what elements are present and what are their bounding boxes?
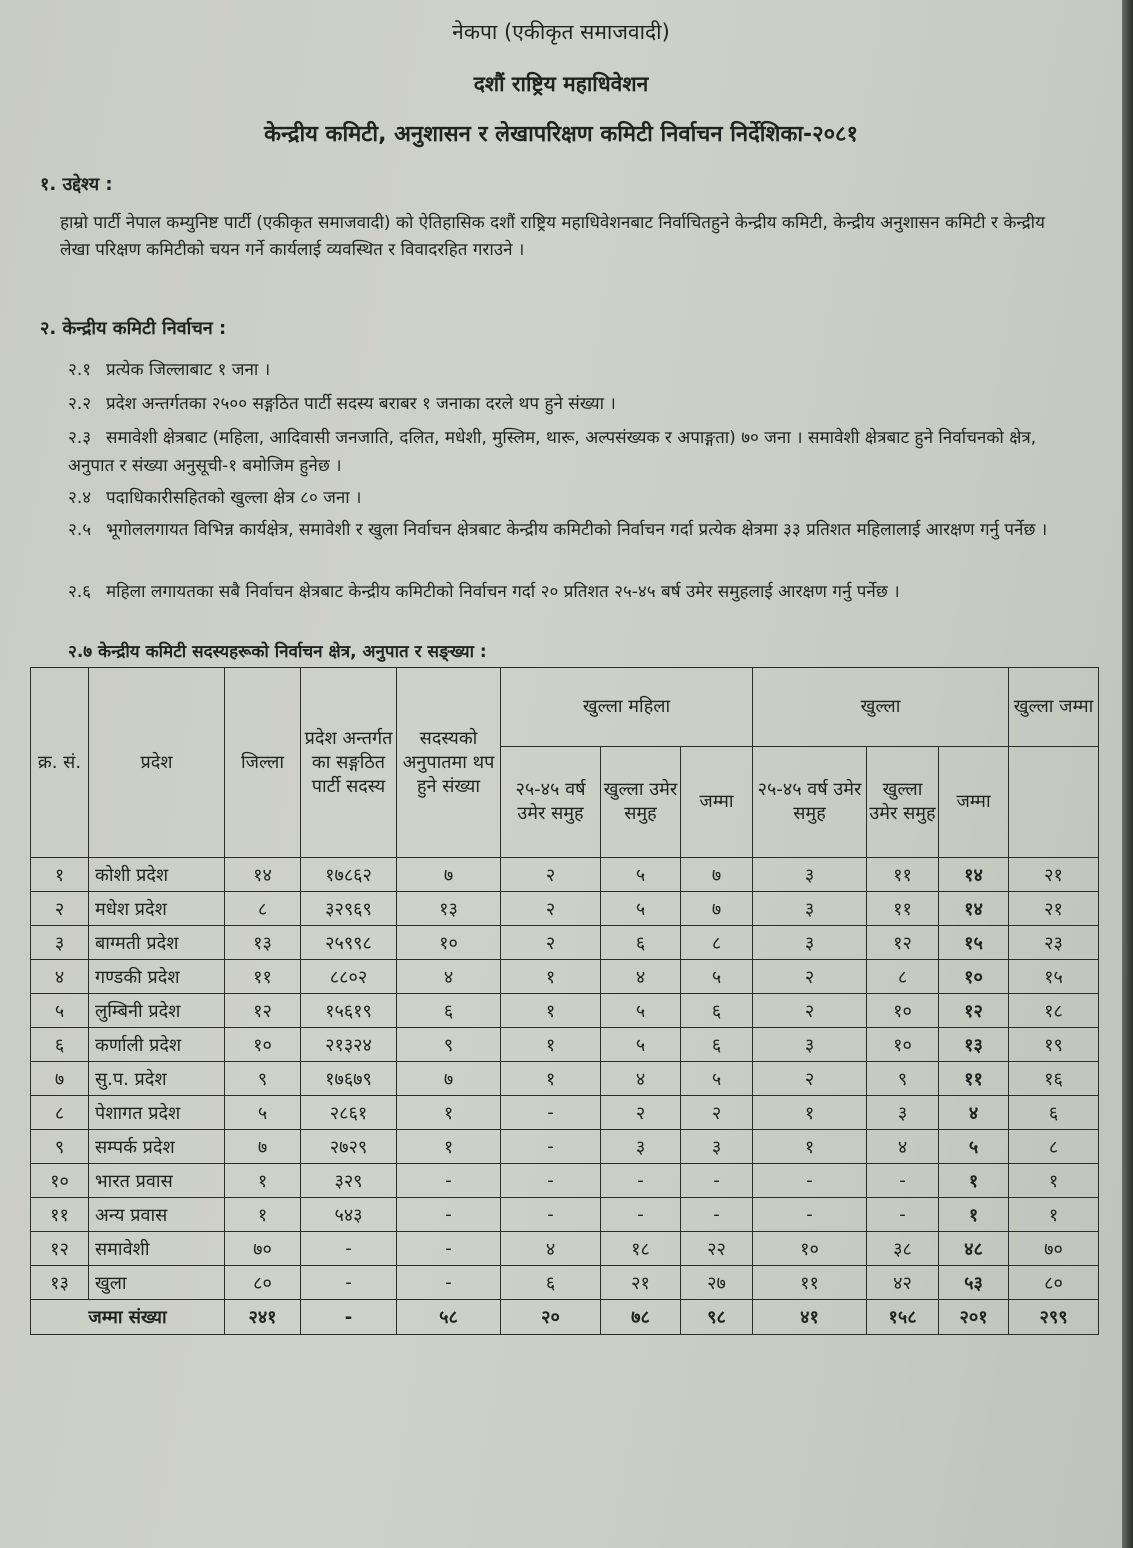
cell-women-total: ३ bbox=[681, 1130, 753, 1164]
cell-grand-total: ८० bbox=[1009, 1266, 1099, 1300]
cell-ratio: ४ bbox=[397, 960, 501, 994]
cell-open-age: ३ bbox=[753, 926, 867, 960]
table-row bbox=[31, 858, 1099, 892]
cell-province: कोशी प्रदेश bbox=[89, 858, 225, 892]
cell-women-age: ६ bbox=[501, 1266, 601, 1300]
item-2-5 bbox=[68, 516, 1058, 544]
cell-serial: ५ bbox=[31, 994, 89, 1028]
cell-district: १२ bbox=[225, 994, 301, 1028]
cell-women-age: - bbox=[501, 1130, 601, 1164]
header-open-total-empty bbox=[1009, 747, 1099, 858]
cell-women-age: २ bbox=[501, 892, 601, 926]
cell-organized: १५६१९ bbox=[301, 994, 397, 1028]
section2-heading: २. केन्द्रीय कमिटी निर्वाचन : bbox=[40, 318, 227, 339]
cell-ratio: १३ bbox=[397, 892, 501, 926]
cell-province: लुम्बिनी प्रदेश bbox=[89, 994, 225, 1028]
cell-women-total: ५ bbox=[681, 960, 753, 994]
cell-district: ८ bbox=[225, 892, 301, 926]
book-binding bbox=[1122, 0, 1133, 1548]
cell-serial: ९ bbox=[31, 1130, 89, 1164]
cell-district: १३ bbox=[225, 926, 301, 960]
cell-open-age: २ bbox=[753, 994, 867, 1028]
cell-open-open: ११ bbox=[867, 892, 939, 926]
cell-serial: ७ bbox=[31, 1062, 89, 1096]
cell-open-sum: १० bbox=[939, 960, 1009, 994]
header-open-age-group: २५-४५ वर्ष उमेर समुह bbox=[753, 747, 867, 858]
cell-district: १ bbox=[225, 1198, 301, 1232]
cell-women-open: - bbox=[601, 1198, 681, 1232]
cell-women-open: ४ bbox=[601, 1062, 681, 1096]
header-ratio-additional: सदस्यको अनुपातमा थप हुने संख्या bbox=[397, 668, 501, 858]
header-open-sum: जम्मा bbox=[939, 747, 1009, 858]
cell-serial: ११ bbox=[31, 1198, 89, 1232]
cell-open-open: ११ bbox=[867, 858, 939, 892]
item-text: भूगोललगायत विभिन्न कार्यक्षेत्र, समावेशी र खुला निर्वाचन क्षेत्रबाट केन्द्रीय कमिटीको निर्वाचन गर्दा प्रत्येक क्षेत्रमा ३३ प्रतिशत महिलालाई आरक्षण गर्नु पर्नेछ । bbox=[106, 520, 1048, 540]
cell-organized: १७६७९ bbox=[301, 1062, 397, 1096]
cell-open-open: ९ bbox=[867, 1062, 939, 1096]
total-ratio: ५८ bbox=[397, 1300, 501, 1335]
cell-grand-total: २१ bbox=[1009, 858, 1099, 892]
item-text: समावेशी क्षेत्रबाट (महिला, आदिवासी जनजाति, दलित, मधेशी, मुस्लिम, थारू, अल्पसंख्यक र अपाङ्गता) ७० जना । समावेशी क्षेत्रबाट हुने निर्वाचनको क्षेत्र, अनुपात र संख्या अनुसूची-१ बमोजिम हुनेछ । bbox=[68, 428, 1037, 476]
total-row bbox=[31, 1300, 1099, 1335]
cell-women-total: - bbox=[681, 1198, 753, 1232]
cell-ratio: - bbox=[397, 1198, 501, 1232]
cell-organized: २१३२४ bbox=[301, 1028, 397, 1062]
table-row bbox=[31, 1266, 1099, 1300]
header-organized-members: प्रदेश अन्तर्गत का सङ्गठित पार्टी सदस्य bbox=[301, 668, 397, 858]
cell-serial: ६ bbox=[31, 1028, 89, 1062]
cell-district: १४ bbox=[225, 858, 301, 892]
cell-open-sum: १२ bbox=[939, 994, 1009, 1028]
table-row bbox=[31, 1232, 1099, 1266]
total-grand-total: २९९ bbox=[1009, 1300, 1099, 1335]
cell-open-age: - bbox=[753, 1164, 867, 1198]
cell-serial: २ bbox=[31, 892, 89, 926]
item-2-3 bbox=[68, 424, 1058, 480]
cell-open-age: १ bbox=[753, 1096, 867, 1130]
cell-women-total: २२ bbox=[681, 1232, 753, 1266]
cell-women-open: ४ bbox=[601, 960, 681, 994]
cell-open-sum: १४ bbox=[939, 858, 1009, 892]
cell-district: ११ bbox=[225, 960, 301, 994]
header-women-total: जम्मा bbox=[681, 747, 753, 858]
cell-organized: ५४३ bbox=[301, 1198, 397, 1232]
cell-women-open: ५ bbox=[601, 892, 681, 926]
cell-open-open: ३ bbox=[867, 1096, 939, 1130]
table-caption: २.७ केन्द्रीय कमिटी सदस्यहरूको निर्वाचन क्षेत्र, अनुपात र सङ्ख्या : bbox=[68, 642, 487, 662]
total-open-open: १५८ bbox=[867, 1300, 939, 1335]
cell-grand-total: ८ bbox=[1009, 1130, 1099, 1164]
table-body bbox=[31, 858, 1099, 1335]
item-2-1 bbox=[68, 356, 1058, 384]
table-row bbox=[31, 926, 1099, 960]
cell-province: पेशागत प्रदेश bbox=[89, 1096, 225, 1130]
cell-women-open: २ bbox=[601, 1096, 681, 1130]
cell-women-age: १ bbox=[501, 960, 601, 994]
cell-women-age: - bbox=[501, 1096, 601, 1130]
cell-district: ५ bbox=[225, 1096, 301, 1130]
cell-ratio: ७ bbox=[397, 858, 501, 892]
header-open-open-age: खुल्ला उमेर समुह bbox=[867, 747, 939, 858]
cell-grand-total: ६ bbox=[1009, 1096, 1099, 1130]
cell-women-total: ६ bbox=[681, 994, 753, 1028]
cell-organized: ३२९ bbox=[301, 1164, 397, 1198]
cell-women-age: २ bbox=[501, 926, 601, 960]
cell-district: ७० bbox=[225, 1232, 301, 1266]
cell-ratio: १ bbox=[397, 1096, 501, 1130]
cell-open-sum: १ bbox=[939, 1164, 1009, 1198]
section1-heading: १. उद्देश्य : bbox=[40, 174, 113, 195]
document-title: केन्द्रीय कमिटी, अनुशासन र लेखापरिक्षण कमिटी निर्वाचन निर्देशिका-२०८१ bbox=[264, 122, 858, 147]
total-organized: - bbox=[301, 1300, 397, 1335]
cell-ratio: - bbox=[397, 1164, 501, 1198]
item-2-4 bbox=[68, 484, 1058, 512]
cell-women-age: १ bbox=[501, 994, 601, 1028]
header-women-open-age: खुल्ला उमेर समुह bbox=[601, 747, 681, 858]
cell-ratio: - bbox=[397, 1266, 501, 1300]
cell-open-age: २ bbox=[753, 1062, 867, 1096]
cell-open-open: १२ bbox=[867, 926, 939, 960]
cell-ratio: ९ bbox=[397, 1028, 501, 1062]
table-row bbox=[31, 892, 1099, 926]
cell-open-age: ११ bbox=[753, 1266, 867, 1300]
cell-women-open: ६ bbox=[601, 926, 681, 960]
cell-women-age: १ bbox=[501, 1062, 601, 1096]
cell-open-open: ८ bbox=[867, 960, 939, 994]
cell-women-age: - bbox=[501, 1198, 601, 1232]
item-2-6 bbox=[68, 578, 1058, 606]
table-row bbox=[31, 960, 1099, 994]
committee-table bbox=[30, 667, 1099, 1335]
convention-title: दशौं राष्ट्रिय महाधिवेशन bbox=[473, 72, 649, 96]
total-open-age: ४१ bbox=[753, 1300, 867, 1335]
table-row bbox=[31, 1096, 1099, 1130]
cell-organized: २८६१ bbox=[301, 1096, 397, 1130]
cell-open-sum: १५ bbox=[939, 926, 1009, 960]
table-row bbox=[31, 1062, 1099, 1096]
cell-women-open: ३ bbox=[601, 1130, 681, 1164]
cell-district: ९ bbox=[225, 1062, 301, 1096]
cell-ratio: ६ bbox=[397, 994, 501, 1028]
cell-women-age: ४ bbox=[501, 1232, 601, 1266]
table-row bbox=[31, 994, 1099, 1028]
cell-grand-total: १८ bbox=[1009, 994, 1099, 1028]
item-text: प्रदेश अन्तर्गतका २५०० सङ्गठित पार्टी सदस्य बराबर १ जनाका दरले थप हुने संख्या । bbox=[106, 394, 616, 414]
cell-grand-total: १६ bbox=[1009, 1062, 1099, 1096]
cell-open-sum: ४८ bbox=[939, 1232, 1009, 1266]
cell-open-age: ३ bbox=[753, 1028, 867, 1062]
cell-grand-total: ७० bbox=[1009, 1232, 1099, 1266]
cell-organized: ८८०२ bbox=[301, 960, 397, 994]
cell-women-total: ७ bbox=[681, 858, 753, 892]
cell-open-age: ३ bbox=[753, 892, 867, 926]
item-number: २.६ bbox=[68, 582, 92, 602]
cell-women-open: - bbox=[601, 1164, 681, 1198]
cell-women-open: २१ bbox=[601, 1266, 681, 1300]
item-2-2 bbox=[68, 390, 1058, 418]
cell-province: भारत प्रवास bbox=[89, 1164, 225, 1198]
cell-organized: ३२९६९ bbox=[301, 892, 397, 926]
cell-open-open: ३८ bbox=[867, 1232, 939, 1266]
table-row bbox=[31, 1198, 1099, 1232]
cell-open-open: ४ bbox=[867, 1130, 939, 1164]
cell-women-total: ७ bbox=[681, 892, 753, 926]
cell-open-open: १० bbox=[867, 1028, 939, 1062]
cell-organized: १७८६२ bbox=[301, 858, 397, 892]
cell-open-sum: ५ bbox=[939, 1130, 1009, 1164]
total-women-total: ९८ bbox=[681, 1300, 753, 1335]
header-serial: क्र. सं. bbox=[31, 668, 89, 858]
item-number: २.१ bbox=[68, 360, 92, 380]
cell-open-sum: ४ bbox=[939, 1096, 1009, 1130]
cell-women-age: १ bbox=[501, 1028, 601, 1062]
header-open: खुल्ला bbox=[753, 668, 1009, 747]
cell-province: सम्पर्क प्रदेश bbox=[89, 1130, 225, 1164]
cell-province: कर्णाली प्रदेश bbox=[89, 1028, 225, 1062]
cell-grand-total: २१ bbox=[1009, 892, 1099, 926]
cell-serial: १३ bbox=[31, 1266, 89, 1300]
table-row bbox=[31, 1130, 1099, 1164]
total-open-sum: २०१ bbox=[939, 1300, 1009, 1335]
cell-women-open: १८ bbox=[601, 1232, 681, 1266]
item-text: प्रत्येक जिल्लाबाट १ जना । bbox=[106, 360, 271, 380]
cell-women-total: ६ bbox=[681, 1028, 753, 1062]
cell-women-total: ५ bbox=[681, 1062, 753, 1096]
cell-women-open: ५ bbox=[601, 994, 681, 1028]
cell-district: १ bbox=[225, 1164, 301, 1198]
cell-province: सु.प. प्रदेश bbox=[89, 1062, 225, 1096]
item-text: महिला लगायतका सबै निर्वाचन क्षेत्रबाट केन्द्रीय कमिटीको निर्वाचन गर्दा २० प्रतिशत २५-४५ बर्ष उमेर समुहलाई आरक्षण गर्नु पर्नेछ । bbox=[106, 582, 900, 602]
cell-open-sum: १३ bbox=[939, 1028, 1009, 1062]
item-text: पदाधिकारीसहितको खुल्ला क्षेत्र ८० जना । bbox=[106, 488, 362, 508]
table-row bbox=[31, 1164, 1099, 1198]
cell-open-sum: १४ bbox=[939, 892, 1009, 926]
cell-organized: - bbox=[301, 1266, 397, 1300]
section1-text: हाम्रो पार्टी नेपाल कम्युनिष्ट पार्टी (एकीकृत समाजवादी) को ऐतिहासिक दशौं राष्ट्रिय महाधिवेशनबाट निर्वाचितहुने केन्द्रीय कमिटी, केन्द्रीय अनुशासन कमिटी र केन्द्रीय लेखा परिक्षण कमिटीको चयन गर्ने कार्यलाई व्यवस्थित र विवादरहित गराउने । bbox=[60, 213, 1045, 260]
cell-serial: ४ bbox=[31, 960, 89, 994]
cell-serial: १२ bbox=[31, 1232, 89, 1266]
header-women-age-group: २५-४५ वर्ष उमेर समुह bbox=[501, 747, 601, 858]
cell-open-age: २ bbox=[753, 960, 867, 994]
cell-women-open: ५ bbox=[601, 858, 681, 892]
table-row bbox=[31, 1028, 1099, 1062]
cell-district: ८० bbox=[225, 1266, 301, 1300]
cell-open-sum: ५३ bbox=[939, 1266, 1009, 1300]
cell-district: १० bbox=[225, 1028, 301, 1062]
party-name: नेकपा (एकीकृत समाजवादी) bbox=[452, 20, 670, 44]
cell-province: मधेश प्रदेश bbox=[89, 892, 225, 926]
cell-grand-total: २३ bbox=[1009, 926, 1099, 960]
cell-province: बाग्मती प्रदेश bbox=[89, 926, 225, 960]
total-women-age: २० bbox=[501, 1300, 601, 1335]
cell-grand-total: १९ bbox=[1009, 1028, 1099, 1062]
cell-grand-total: १ bbox=[1009, 1198, 1099, 1232]
cell-open-sum: १ bbox=[939, 1198, 1009, 1232]
cell-ratio: १ bbox=[397, 1130, 501, 1164]
cell-organized: - bbox=[301, 1232, 397, 1266]
cell-province: अन्य प्रवास bbox=[89, 1198, 225, 1232]
cell-province: गण्डकी प्रदेश bbox=[89, 960, 225, 994]
cell-grand-total: १ bbox=[1009, 1164, 1099, 1198]
cell-district: ७ bbox=[225, 1130, 301, 1164]
cell-open-open: ४२ bbox=[867, 1266, 939, 1300]
cell-women-age: - bbox=[501, 1164, 601, 1198]
total-women-open: ७८ bbox=[601, 1300, 681, 1335]
cell-open-age: १ bbox=[753, 1130, 867, 1164]
cell-ratio: - bbox=[397, 1232, 501, 1266]
header-province: प्रदेश bbox=[89, 668, 225, 858]
cell-women-total: २ bbox=[681, 1096, 753, 1130]
cell-women-total: ८ bbox=[681, 926, 753, 960]
cell-province: खुला bbox=[89, 1266, 225, 1300]
cell-women-total: २७ bbox=[681, 1266, 753, 1300]
cell-women-age: २ bbox=[501, 858, 601, 892]
cell-ratio: ७ bbox=[397, 1062, 501, 1096]
cell-organized: २७२९ bbox=[301, 1130, 397, 1164]
header-open-women: खुल्ला महिला bbox=[501, 668, 753, 747]
cell-organized: २५९९८ bbox=[301, 926, 397, 960]
cell-open-age: - bbox=[753, 1198, 867, 1232]
total-district: २४१ bbox=[225, 1300, 301, 1335]
header-district: जिल्ला bbox=[225, 668, 301, 858]
cell-open-age: १० bbox=[753, 1232, 867, 1266]
cell-serial: ३ bbox=[31, 926, 89, 960]
cell-serial: ८ bbox=[31, 1096, 89, 1130]
item-number: २.५ bbox=[68, 520, 92, 540]
cell-ratio: १० bbox=[397, 926, 501, 960]
cell-open-age: ३ bbox=[753, 858, 867, 892]
cell-grand-total: १५ bbox=[1009, 960, 1099, 994]
total-label: जम्मा संख्या bbox=[31, 1300, 225, 1335]
cell-women-open: ५ bbox=[601, 1028, 681, 1062]
cell-serial: १ bbox=[31, 858, 89, 892]
item-number: २.४ bbox=[68, 488, 92, 508]
item-number: २.२ bbox=[68, 394, 92, 414]
item-number: २.३ bbox=[68, 428, 92, 448]
cell-open-open: १० bbox=[867, 994, 939, 1028]
cell-open-open: - bbox=[867, 1198, 939, 1232]
cell-open-open: - bbox=[867, 1164, 939, 1198]
cell-province: समावेशी bbox=[89, 1232, 225, 1266]
cell-women-total: - bbox=[681, 1164, 753, 1198]
cell-serial: १० bbox=[31, 1164, 89, 1198]
header-open-total: खुल्ला जम्मा bbox=[1009, 668, 1099, 747]
cell-open-sum: ११ bbox=[939, 1062, 1009, 1096]
